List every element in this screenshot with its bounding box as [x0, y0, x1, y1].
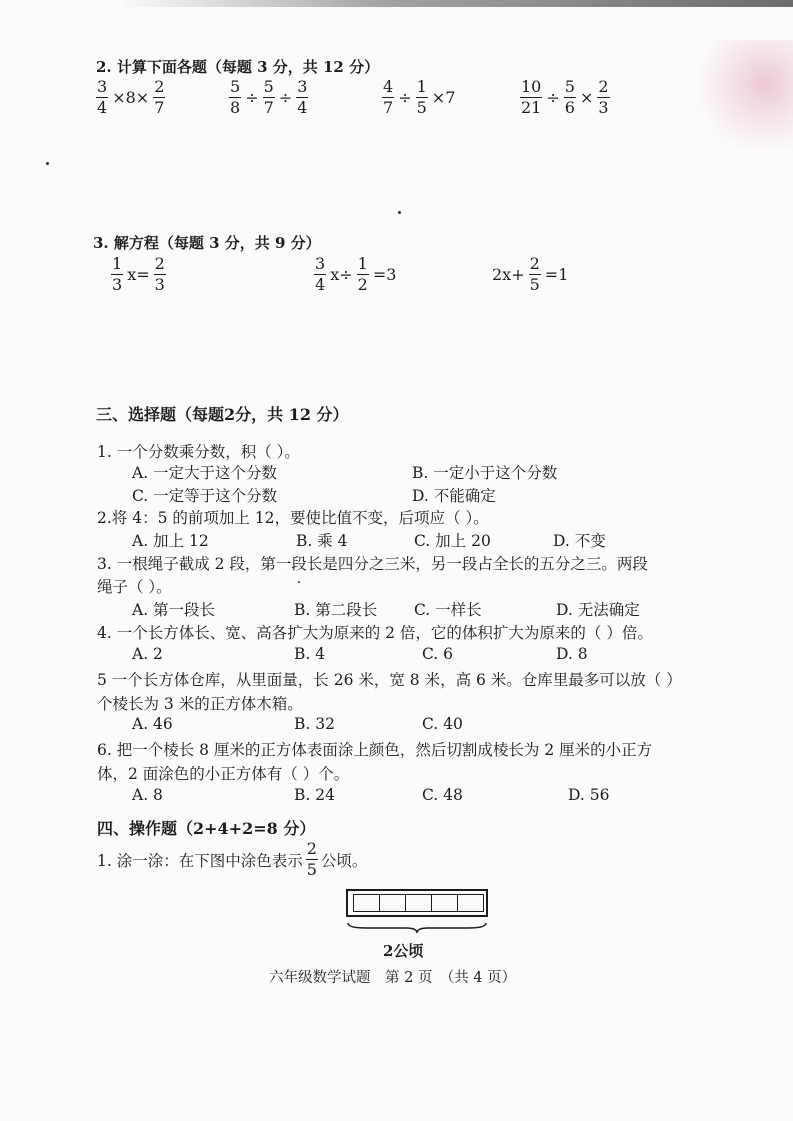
section4-heading: 四、操作题（2+4+2=8 分） — [97, 819, 316, 838]
operator: 2x+ — [492, 265, 525, 284]
mc-q1-option-b[interactable]: B. 一定小于这个分数 — [412, 464, 558, 482]
denominator: 21 — [521, 98, 542, 117]
mc-q2-option-c[interactable]: C. 加上 20 — [414, 532, 491, 550]
mc-q5-stem-line1: 5 一个长方体仓库，从里面量，长 26 米，宽 8 米，高 6 米。仓库里最多可以放（ ） — [97, 671, 682, 689]
fraction — [520, 79, 542, 116]
scan-top-band — [118, 0, 793, 7]
numerator: 10 — [521, 77, 542, 96]
mc-q3-stem-line1: 3. 一根绳子截成 2 段，第一段长是四分之三米，另一段占全长的五分之三。两段 — [97, 555, 648, 573]
q3-heading: 3. 解方程（每题 3 分，共 9 分） — [93, 234, 321, 252]
operator: ×7 — [431, 88, 456, 107]
mc-q1-option-c[interactable]: C. 一定等于这个分数 — [132, 487, 278, 505]
scan-stain — [700, 40, 793, 150]
denominator: 7 — [263, 98, 274, 117]
denominator: 5 — [416, 98, 427, 117]
fraction — [597, 79, 609, 116]
mc-q4-stem: 4. 一个长方体长、宽、高各扩大为原来的 2 倍，它的体积扩大为原来的（ ）倍。 — [97, 624, 653, 642]
mc-q5-option-c[interactable]: C. 40 — [422, 715, 463, 733]
fraction — [96, 79, 108, 116]
scan-speck — [298, 581, 300, 583]
fraction — [529, 256, 541, 293]
fraction — [306, 841, 318, 878]
q3-equation-2 — [314, 256, 397, 293]
mc-q1-stem: 1. 一个分数乘分数，积（ ）。 — [97, 443, 300, 461]
mc-q1-option-d[interactable]: D. 不能确定 — [412, 487, 496, 505]
op-q1-text: 1. 涂一涂：在下图中涂色表示 — [97, 851, 303, 870]
denominator: 5 — [529, 275, 540, 294]
numerator: 2 — [306, 839, 317, 858]
numerator: 2 — [598, 77, 609, 96]
grid-cell[interactable] — [405, 894, 432, 912]
scan-speck — [46, 162, 49, 165]
numerator: 2 — [154, 77, 165, 96]
denominator: 2 — [357, 275, 368, 294]
page-footer: 六年级数学试题 第 2 页 （共 4 页） — [269, 970, 517, 986]
hectare-grid — [346, 889, 488, 917]
mc-q6-stem-line2: 体，2 面涂色的小正方体有（ ）个。 — [97, 765, 350, 783]
numerator: 3 — [315, 254, 326, 273]
operator: =1 — [544, 265, 569, 284]
fraction — [564, 79, 576, 116]
q2-expression-3 — [382, 79, 456, 116]
q2-expression-4 — [520, 79, 610, 116]
q2-heading: 2. 计算下面各题（每题 3 分，共 12 分） — [96, 58, 380, 76]
mc-q3-option-a[interactable]: A. 第一段长 — [132, 601, 216, 619]
denominator: 4 — [297, 98, 308, 117]
numerator: 1 — [112, 254, 123, 273]
q2-expression-1 — [96, 79, 165, 116]
op-q1-unit: 公顷。 — [320, 851, 368, 870]
denominator: 8 — [230, 98, 241, 117]
fraction — [263, 79, 275, 116]
denominator: 3 — [112, 275, 123, 294]
mc-q2-option-b[interactable]: B. 乘 4 — [296, 532, 348, 550]
numerator: 5 — [230, 77, 241, 96]
mc-q2-option-d[interactable]: D. 不变 — [553, 532, 606, 550]
scan-speck — [398, 211, 401, 214]
mc-q4-option-d[interactable]: D. 8 — [556, 645, 588, 663]
q3-equation-1 — [111, 256, 166, 293]
operator: ×8× — [112, 88, 150, 107]
mc-q2-stem: 2.将 4：5 的前项加上 12，要使比值不变，后项应（ ）。 — [97, 509, 489, 527]
denominator: 3 — [598, 98, 609, 117]
mc-q2-option-a[interactable]: A. 加上 12 — [132, 532, 209, 550]
grid-label: 2公顷 — [383, 942, 424, 960]
numerator: 1 — [357, 254, 368, 273]
mc-q4-option-a[interactable]: A. 2 — [132, 645, 163, 663]
mc-q6-option-c[interactable]: C. 48 — [422, 786, 463, 804]
denominator: 6 — [564, 98, 575, 117]
numerator: 2 — [154, 254, 165, 273]
denominator: 3 — [154, 275, 165, 294]
numerator: 4 — [383, 77, 394, 96]
numerator: 5 — [564, 77, 575, 96]
mc-q3-stem-line2: 绳子（ ）。 — [97, 578, 172, 596]
fraction — [357, 256, 369, 293]
mc-q6-option-a[interactable]: A. 8 — [132, 786, 163, 804]
denominator: 7 — [154, 98, 165, 117]
grid-cell[interactable] — [379, 894, 406, 912]
grid-brace — [346, 921, 488, 935]
operator: ÷ — [278, 88, 293, 107]
operator: =3 — [372, 265, 397, 284]
mc-q5-option-a[interactable]: A. 46 — [132, 715, 173, 733]
denominator: 5 — [306, 860, 317, 879]
mc-q6-option-b[interactable]: B. 24 — [294, 786, 335, 804]
op-q1-stem — [97, 841, 367, 878]
mc-q4-option-b[interactable]: B. 4 — [294, 645, 326, 663]
mc-q1-option-a[interactable]: A. 一定大于这个分数 — [132, 464, 278, 482]
numerator: 2 — [529, 254, 540, 273]
operator: ÷ — [245, 88, 259, 107]
mc-q6-stem-line1: 6. 把一个棱长 8 厘米的正方体表面涂上颜色，然后切割成棱长为 2 厘米的小正方 — [97, 741, 653, 759]
operator: ÷ — [398, 88, 412, 107]
numerator: 3 — [297, 77, 308, 96]
mc-q3-option-d[interactable]: D. 无法确定 — [556, 601, 640, 619]
section3-heading: 三、选择题（每题2分，共 12 分） — [96, 405, 349, 424]
fraction — [154, 256, 166, 293]
operator: ÷ — [546, 88, 560, 107]
operator: × — [579, 88, 594, 107]
denominator: 7 — [383, 98, 394, 117]
grid-cell[interactable] — [353, 894, 380, 912]
denominator: 4 — [97, 98, 108, 117]
numerator: 5 — [263, 77, 274, 96]
mc-q3-option-c[interactable]: C. 一样长 — [414, 601, 482, 619]
mc-q5-stem-line2: 个棱长为 3 米的正方体木箱。 — [97, 695, 303, 713]
q3-equation-3 — [491, 256, 569, 293]
grid-cell[interactable] — [457, 894, 484, 912]
fraction — [382, 79, 394, 116]
fraction — [314, 256, 326, 293]
numerator: 1 — [416, 77, 427, 96]
fraction — [229, 79, 241, 116]
mc-q4-option-c[interactable]: C. 6 — [422, 645, 454, 663]
mc-q6-option-d[interactable]: D. 56 — [568, 786, 610, 804]
operator: x÷ — [330, 265, 353, 284]
grid-cell[interactable] — [431, 894, 458, 912]
fraction — [111, 256, 123, 293]
fraction — [296, 79, 308, 116]
fraction — [153, 79, 165, 116]
fraction — [416, 79, 428, 116]
numerator: 3 — [97, 77, 108, 96]
operator: x= — [127, 265, 150, 284]
mc-q5-option-b[interactable]: B. 32 — [294, 715, 335, 733]
denominator: 4 — [315, 275, 326, 294]
mc-q3-option-b[interactable]: B. 第二段长 — [294, 601, 378, 619]
q2-expression-2 — [229, 79, 308, 116]
